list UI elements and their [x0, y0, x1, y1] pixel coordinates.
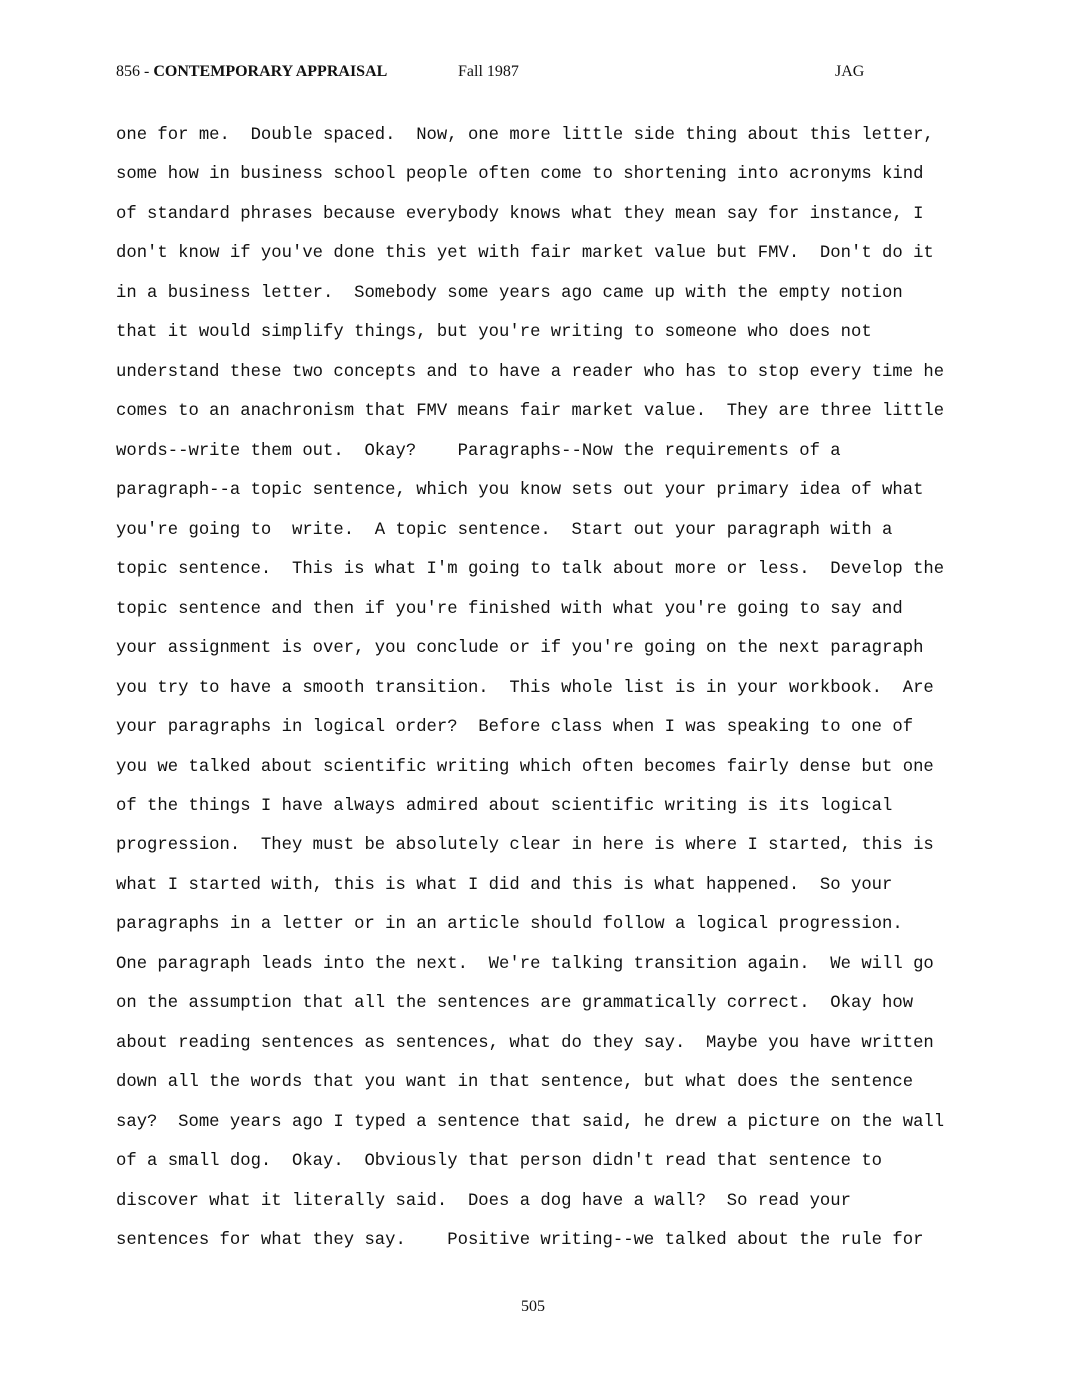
text-line: of standard phrases because everybody knows what they mean say for instance, I — [116, 204, 924, 224]
text-line: some how in business school people often come to shortening into acronyms kind — [116, 165, 924, 185]
course-heading — [116, 62, 387, 82]
text-line: paragraphs in a letter or in an article should follow a logical progression. — [116, 915, 903, 935]
course-title: CONTEMPORARY APPRAISAL — [153, 63, 388, 80]
text-line: paragraph--a topic sentence, which you know sets out your primary idea of what — [116, 481, 924, 501]
text-line: understand these two concepts and to have a reader who has to stop every time he — [116, 362, 945, 382]
text-line: topic sentence and then if you're finished with what you're going to say and — [116, 599, 903, 619]
text-line: say? Some years ago I typed a sentence that said, he drew a picture on the wall — [116, 1112, 945, 1132]
text-line: your assignment is over, you conclude or if you're going on the next paragraph — [116, 639, 924, 659]
text-line: of a small dog. Okay. Obviously that person didn't read that sentence to — [116, 1152, 883, 1172]
text-line: words--write them out. Okay? Paragraphs--Now the requirements of a — [116, 441, 841, 461]
text-line: sentences for what they say. Positive writing--we talked about the rule for — [116, 1231, 924, 1251]
text-line: discover what it literally said. Does a dog have a wall? So read your — [116, 1191, 851, 1211]
term-label: Fall 1987 — [458, 63, 519, 80]
text-line: your paragraphs in logical order? Before class when I was speaking to one of — [116, 718, 914, 738]
page-number: 505 — [521, 1298, 545, 1315]
text-line: of the things I have always admired about scientific writing is its logical — [116, 796, 893, 816]
text-line: down all the words that you want in that sentence, but what does the sentence — [116, 1073, 914, 1093]
author-initials: JAG — [835, 63, 865, 80]
text-line: you we talked about scientific writing which often becomes fairly dense but one — [116, 757, 934, 777]
course-number: 856 - — [116, 63, 154, 80]
text-line: you try to have a smooth transition. This whole list is in your workbook. Are — [116, 678, 934, 698]
text-line: topic sentence. This is what I'm going to talk about more or less. Develop the — [116, 560, 945, 580]
text-line: don't know if you've done this yet with fair market value but FMV. Don't do it — [116, 244, 934, 264]
text-line: you're going to write. A topic sentence. Start out your paragraph with a — [116, 520, 893, 540]
text-line: one for me. Double spaced. Now, one more little side thing about this letter, — [116, 126, 934, 145]
text-line: in a business letter. Somebody some years ago came up with the empty notion — [116, 283, 903, 303]
text-line: on the assumption that all the sentences are grammatically correct. Okay how — [116, 994, 914, 1014]
transcript-body — [116, 122, 1016, 1267]
text-line: comes to an anachronism that FMV means fair market value. They are three little — [116, 402, 945, 422]
text-line: One paragraph leads into the next. We're talking transition again. We will go — [116, 954, 934, 974]
page-header — [116, 62, 956, 86]
text-line: what I started with, this is what I did and this is what happened. So your — [116, 875, 893, 895]
text-line: that it would simplify things, but you're writing to someone who does not — [116, 323, 872, 343]
text-line: progression. They must be absolutely clear in here is where I started, this is — [116, 836, 934, 856]
text-line: about reading sentences as sentences, what do they say. Maybe you have written — [116, 1033, 934, 1053]
